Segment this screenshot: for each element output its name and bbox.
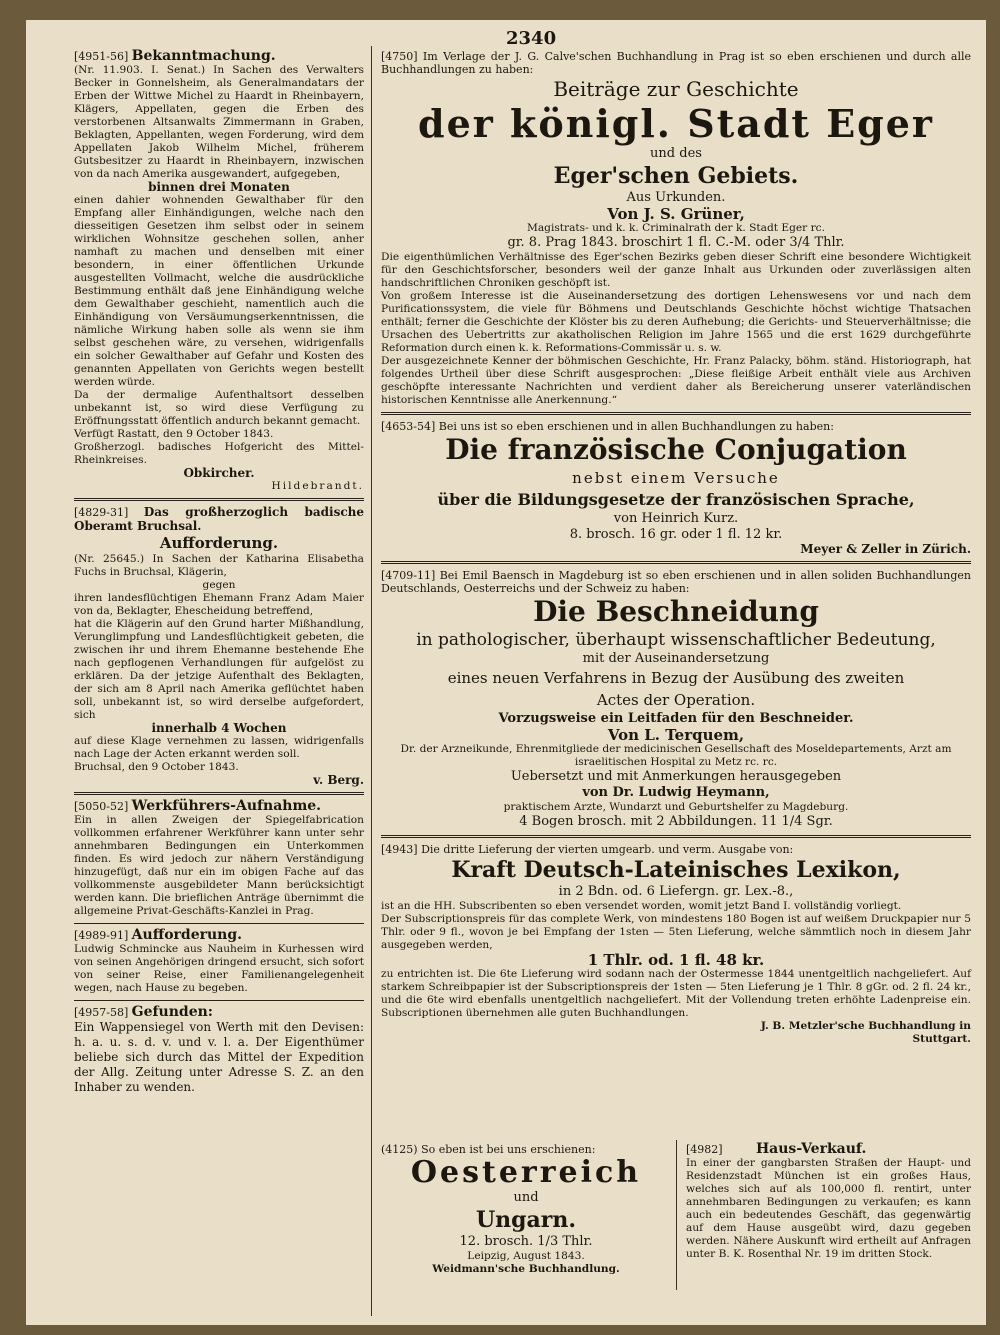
ad-title-line: Aus Urkunden. <box>626 190 726 205</box>
ad-title-line: in 2 Bdn. od. 6 Liefergn. gr. Lex.-8., <box>558 884 794 899</box>
ad-body: zu entrichten ist. Die 6te Lieferung wird sodann nach der Ostermesse 1844 unentgeltlich nachgeliefert. Auf starkem Schreibpapier ist der Subscriptionspreis der 1sten — 5ten Lieferung je 1 Thlr. 8 gGr. od. 2 fl. 24 kr., und die 6te wird ebenfalls unentgeltlich nachgeliefert. Mit der Vollendung treten erhöhte Ladenpreise ein. Subscriptionen übernehmen alle guten Buchhandlungen. <box>381 968 971 1019</box>
newspaper-page <box>26 20 986 1325</box>
ad-title-line: Actes der Operation. <box>596 691 756 709</box>
notice-title: Aufforderung. <box>131 927 243 943</box>
ad-oesterreich <box>381 1143 671 1276</box>
notice-signature: v. Berg. <box>313 773 364 787</box>
ad-title-main: Die Beschneidung <box>533 595 819 628</box>
ad-body: Der Subscriptionspreis für das complete Werk, von mindestens 180 Bogen ist auf weißem Druckpapier nur 5 Thlr. oder 9 fl., wovon je bei Empfang der 1sten — 5ten Lieferung, welche sämmtlich noch in diesem Jahr ausgegeben werden, <box>381 913 971 951</box>
ad-conjugation <box>381 420 971 556</box>
ad-title-main: der königl. Stadt Eger <box>418 101 934 146</box>
ad-price: gr. 8. Prag 1843. broschirt 1 fl. C.-M. oder 3/4 Thlr. <box>507 235 845 250</box>
notice-werkfuehrer <box>74 800 364 918</box>
ad-title-main: Kraft Deutsch-Lateinisches Lexikon, <box>451 857 901 883</box>
ad-publisher: Meyer & Zeller in Zürich. <box>800 542 971 556</box>
ad-title-line: eines neuen Verfahrens in Bezug der Ausübung des zweiten <box>447 669 905 687</box>
ad-title-line: in pathologischer, überhaupt wissenschaftlicher Bedeutung, <box>416 630 936 650</box>
notice-title: Gefunden: <box>131 1004 213 1020</box>
ad-title-line: und des <box>650 146 702 161</box>
ad-title-line: über die Bildungsgesetze der französischen Sprache, <box>437 490 915 509</box>
notice-heading: Aufforderung. <box>159 534 279 552</box>
ad-title-main: Die französische Conjugation <box>445 433 907 466</box>
divider <box>381 561 971 564</box>
ad-author: Von J. S. Grüner, <box>607 205 745 223</box>
notice-deadline: binnen drei Monaten <box>148 180 290 194</box>
notice-body: einen dahier wohnenden Gewalthaber für den Empfang aller Einhändigungen, welche nach den diesseitigen Gesetzen ihm selbst oder in seinem wirklichen Wohnsitze geschehen sollen, anher namhaft zu machen und denselben mit einer besondern, in einer öffentlichen Urkunde ausgestellten Vollmacht, welche die ausdrückliche Bestimmung enthält daß jene Einhändigung welche dem Gewalthaber geschieht, namentlich auch die Einhändigung von Versäumungserkenntnissen, die nämliche Wirkung haben solle als wenn sie ihm selbst geschehen wäre, zu versehen, widrigenfalls ein solcher Gewalthaber auf Gefahr und Kosten des genannten Appellaten von Gerichts wegen bestellt werden würde. <box>74 194 364 388</box>
notice-body: Da der dermalige Aufenthaltsort desselben unbekannt ist, so wird diese Verfügung zu Eröffnungsstatt öffentlich andurch bekannt gemacht. <box>74 389 364 427</box>
notice-id: [4951-56] <box>74 50 129 63</box>
notice-bekanntmachung <box>74 50 364 493</box>
notice-title: Haus-Verkauf. <box>755 1141 867 1157</box>
divider <box>381 412 971 415</box>
notice-date: Verfügt Rastatt, den 9 October 1843. <box>74 428 274 440</box>
ad-author-title: Magistrats- und k. k. Criminalrath der k. Stadt Eger rc. <box>527 222 825 234</box>
ad-title-line: mit der Auseinandersetzung <box>582 651 770 666</box>
notice-body: In einer der gangbarsten Straßen der Haupt- und Residenzstadt München ist ein großes Haus, welches sich auf als 100,000 fl. rentirt, unter annehmbaren Bedingungen zu verkaufen; es kann auch ein bedeutendes Geschäft, das gegenwärtig auf dem Hause ausgeübt wird, dazu gegeben werden. Nähere Auskunft wird ertheilt auf Anfragen unter B. K. Rosenthal Nr. 19 im dritten Stock. <box>686 1157 971 1260</box>
ad-title-line: nebst einem Versuche <box>572 469 780 487</box>
notice-body: (Nr. 25645.) In Sachen der Katharina Elisabetha Fuchs in Bruchsal, Klägerin, <box>74 553 364 578</box>
notice-id: [4989-91] <box>74 929 129 942</box>
left-column <box>74 50 364 1095</box>
notice-deadline: innerhalb 4 Wochen <box>151 721 287 735</box>
notice-id: [5050-52] <box>74 800 129 813</box>
ad-price: 4 Bogen brosch. mit 2 Abbildungen. 11 1/4 Sgr. <box>519 814 833 829</box>
notice-id: [4982] <box>686 1143 723 1156</box>
ad-author-title: Dr. der Arzneikunde, Ehrenmitgliede der medicinischen Gesellschaft des Moseldepartements, Arzt am israelitischen Hospital zu Metz rc. rc. <box>400 743 952 768</box>
ad-title-line: Uebersetzt und mit Anmerkungen herausgegeben <box>510 769 842 784</box>
ad-body: Der ausgezeichnete Kenner der böhmischen Geschichte, Hr. Franz Palacky, böhm. ständ. Historiograph, hat folgendes Urtheil über diese Schrift ausgesprochen: „Diese fleißige Arbeit enthält viele aus Archiven geschöpfte interessante Nachrichten und verdient daher als Bereicherung unserer vaterländischen historischen Kenntnisse alle Anerkennung.“ <box>381 355 971 406</box>
notice-date: Bruchsal, den 9 October 1843. <box>74 761 239 773</box>
divider <box>381 835 971 838</box>
notice-title: Werkführers-Aufnahme. <box>131 798 322 814</box>
notice-body: ihren landesflüchtigen Ehemann Franz Adam Maier von da, Beklagter, Ehescheidung betreffend, <box>74 592 364 617</box>
ad-author: Von L. Terquem, <box>607 726 745 744</box>
notice-body: Ein Wappensiegel von Werth mit den Devisen: h. a. u. s. d. v. und v. l. a. Der Eigenthümer beliebe sich durch das Mittel der Expedition der Allg. Zeitung unter Adresse S. Z. an den Inhaber zu wenden. <box>74 1020 364 1094</box>
column-divider <box>676 1140 677 1290</box>
notice-body: auf diese Klage vernehmen zu lassen, widrigenfalls nach Lage der Acten erkannt werden soll. <box>74 735 364 760</box>
ad-header: [4709-11] Bei Emil Baensch in Magdeburg ist so eben erschienen und in allen soliden Buchhandlungen Deutschlands, Oesterreichs und der Schweiz zu haben: <box>381 569 971 595</box>
notice-title: Bekanntmachung. <box>131 48 276 64</box>
ad-eger <box>381 50 971 407</box>
ad-publisher: Stuttgart. <box>912 1033 971 1045</box>
ad-publisher: Weidmann'sche Buchhandlung. <box>432 1263 620 1275</box>
notice-signature: Obkircher. <box>183 466 255 480</box>
ad-lexikon <box>381 843 971 1046</box>
notice-id: [4957-58] <box>74 1006 129 1019</box>
divider <box>74 923 364 924</box>
column-divider <box>371 46 372 1316</box>
notice-oberamt <box>74 506 364 787</box>
ad-author: von Heinrich Kurz. <box>613 511 739 526</box>
notice-body: (Nr. 11.903. I. Senat.) In Sachen des Verwalters Becker in Gonnelsheim, als Generalmandatars der Erben der Wittwe Michel zu Haardt in Rheinbayern, Klägers, Appellaten, gegen die Erben des verstorbenen Altsanwalts Zimmermann in Graben, Beklagten, Appellanten, wegen Forderung, wird dem Appellaten Jakob Wilhelm Michel, früherem Gutsbesitzer zu Haardt in Rheinbayern, inzwischen von da nach Amerika ausgewandert, aufgegeben, <box>74 64 364 180</box>
ad-title-main: Oesterreich <box>410 1155 642 1190</box>
notice-body: gegen <box>202 579 236 591</box>
ad-header: [4653-54] Bei uns ist so eben erschienen und in allen Buchhandlungen zu haben: <box>381 420 834 433</box>
ad-body: Von großem Interesse ist die Auseinandersetzung des dortigen Lehenswesens vor und nach dem Purificationssystem, die viele für Böhmens und Deutschlands Geschichte höchst wichtige Thatsachen enthält; ferner die Geschichte der Klöster bis zu deren Aufhebung; die Gerichts- und Steuerverhältnisse; die Ursachen des Uebertritts zur akatholischen Religion im Jahre 1565 und die erst 1629 durchgeführte Reformation durch einen k. k. Reformations-Commissär u. s. w. <box>381 290 971 354</box>
notice-signature: Hildebrandt. <box>271 480 364 492</box>
right-column <box>381 50 971 1046</box>
ad-editor-title: praktischem Arzte, Wundarzt und Geburtshelfer zu Magdeburg. <box>503 801 849 813</box>
notice-body: hat die Klägerin auf den Grund harter Mißhandlung, Verunglimpfung und Landesflüchtigkeit gebeten, die zwischen ihr und ihrem Ehemanne bestehende Ehe nach gepflogenen Verhandlungen für aufgelöst zu erklären. Da der jetzige Aufenthalt des Beklagten, der sich am 8 April nach Amerika geflüchtet haben soll, unbekannt ist, so wird derselbe aufgefordert, sich <box>74 618 364 721</box>
ad-subtitle: Vorzugsweise ein Leitfaden für den Beschneider. <box>498 711 854 726</box>
ad-header: [4943] Die dritte Lieferung der vierten umgearb. und verm. Ausgabe von: <box>381 843 794 856</box>
ad-price: 1 Thlr. od. 1 fl. 48 kr. <box>587 951 765 969</box>
notice-haus-verkauf <box>686 1143 971 1261</box>
ad-title-line: Ungarn. <box>475 1207 577 1233</box>
notice-body: Ludwig Schmincke aus Nauheim in Kurhessen wird von seinen Angehörigen dringend ersucht, sich sofort von seiner Reise, einer Familienangelegenheit wegen, nach Hause zu begeben. <box>74 943 364 994</box>
ad-title-line: Beiträge zur Geschichte <box>553 77 799 101</box>
ad-body: ist an die HH. Subscribenten so eben versendet worden, womit jetzt Band I. vollständig vorliegt. <box>381 900 902 912</box>
divider <box>74 1000 364 1001</box>
ad-header: (4125) So eben ist bei uns erschienen: <box>381 1143 596 1156</box>
notice-aufforderung <box>74 929 364 995</box>
ad-price: 12. brosch. 1/3 Thlr. <box>459 1234 593 1249</box>
page-number: 2340 <box>506 28 557 49</box>
ad-header: [4750] Im Verlage der J. G. Calve'schen Buchhandlung in Prag ist so eben erschienen und durch alle Buchhandlungen zu haben: <box>381 50 971 76</box>
ad-beschneidung <box>381 569 971 830</box>
ad-price: 8. brosch. 16 gr. oder 1 fl. 12 kr. <box>569 527 783 542</box>
divider <box>74 792 364 795</box>
ad-date: Leipzig, August 1843. <box>467 1250 585 1262</box>
notice-body: Ein in allen Zweigen der Spiegelfabrication vollkommen erfahrener Werkführer kann unter sehr annehmbaren Bedingungen ein Unterkommen finden. Es wird jedoch zur nähern Verständigung hinzugefügt, daß nur ein im obigen Fache auf das vollkommenste ausgebildeter Mann berücksichtigt werden kann. Die brieflichen Anträge übernimmt die allgemeine Privat-Geschäfts-Kanzlei in Prag. <box>74 814 364 917</box>
ad-title-line: und <box>513 1190 539 1205</box>
ad-editor: von Dr. Ludwig Heymann, <box>582 785 770 800</box>
notice-gefunden <box>74 1006 364 1095</box>
notice-title: Das großherzoglich badische Oberamt Bruchsal. <box>74 505 364 533</box>
ad-title-line: Eger'schen Gebiets. <box>553 163 799 189</box>
ad-body: Die eigenthümlichen Verhältnisse des Eger'schen Bezirks geben dieser Schrift eine besondere Wichtigkeit für den Geschichtsforscher, besonders weil der ganze Inhalt aus Urkunden oder zuverlässigen alten handschriftlichen Chroniken geschöpft ist. <box>381 251 971 289</box>
ad-publisher: J. B. Metzler'sche Buchhandlung in <box>760 1020 971 1032</box>
divider <box>74 498 364 501</box>
notice-court: Großherzogl. badisches Hofgericht des Mittel-Rheinkreises. <box>74 441 364 466</box>
notice-id: [4829-31] <box>74 506 129 519</box>
